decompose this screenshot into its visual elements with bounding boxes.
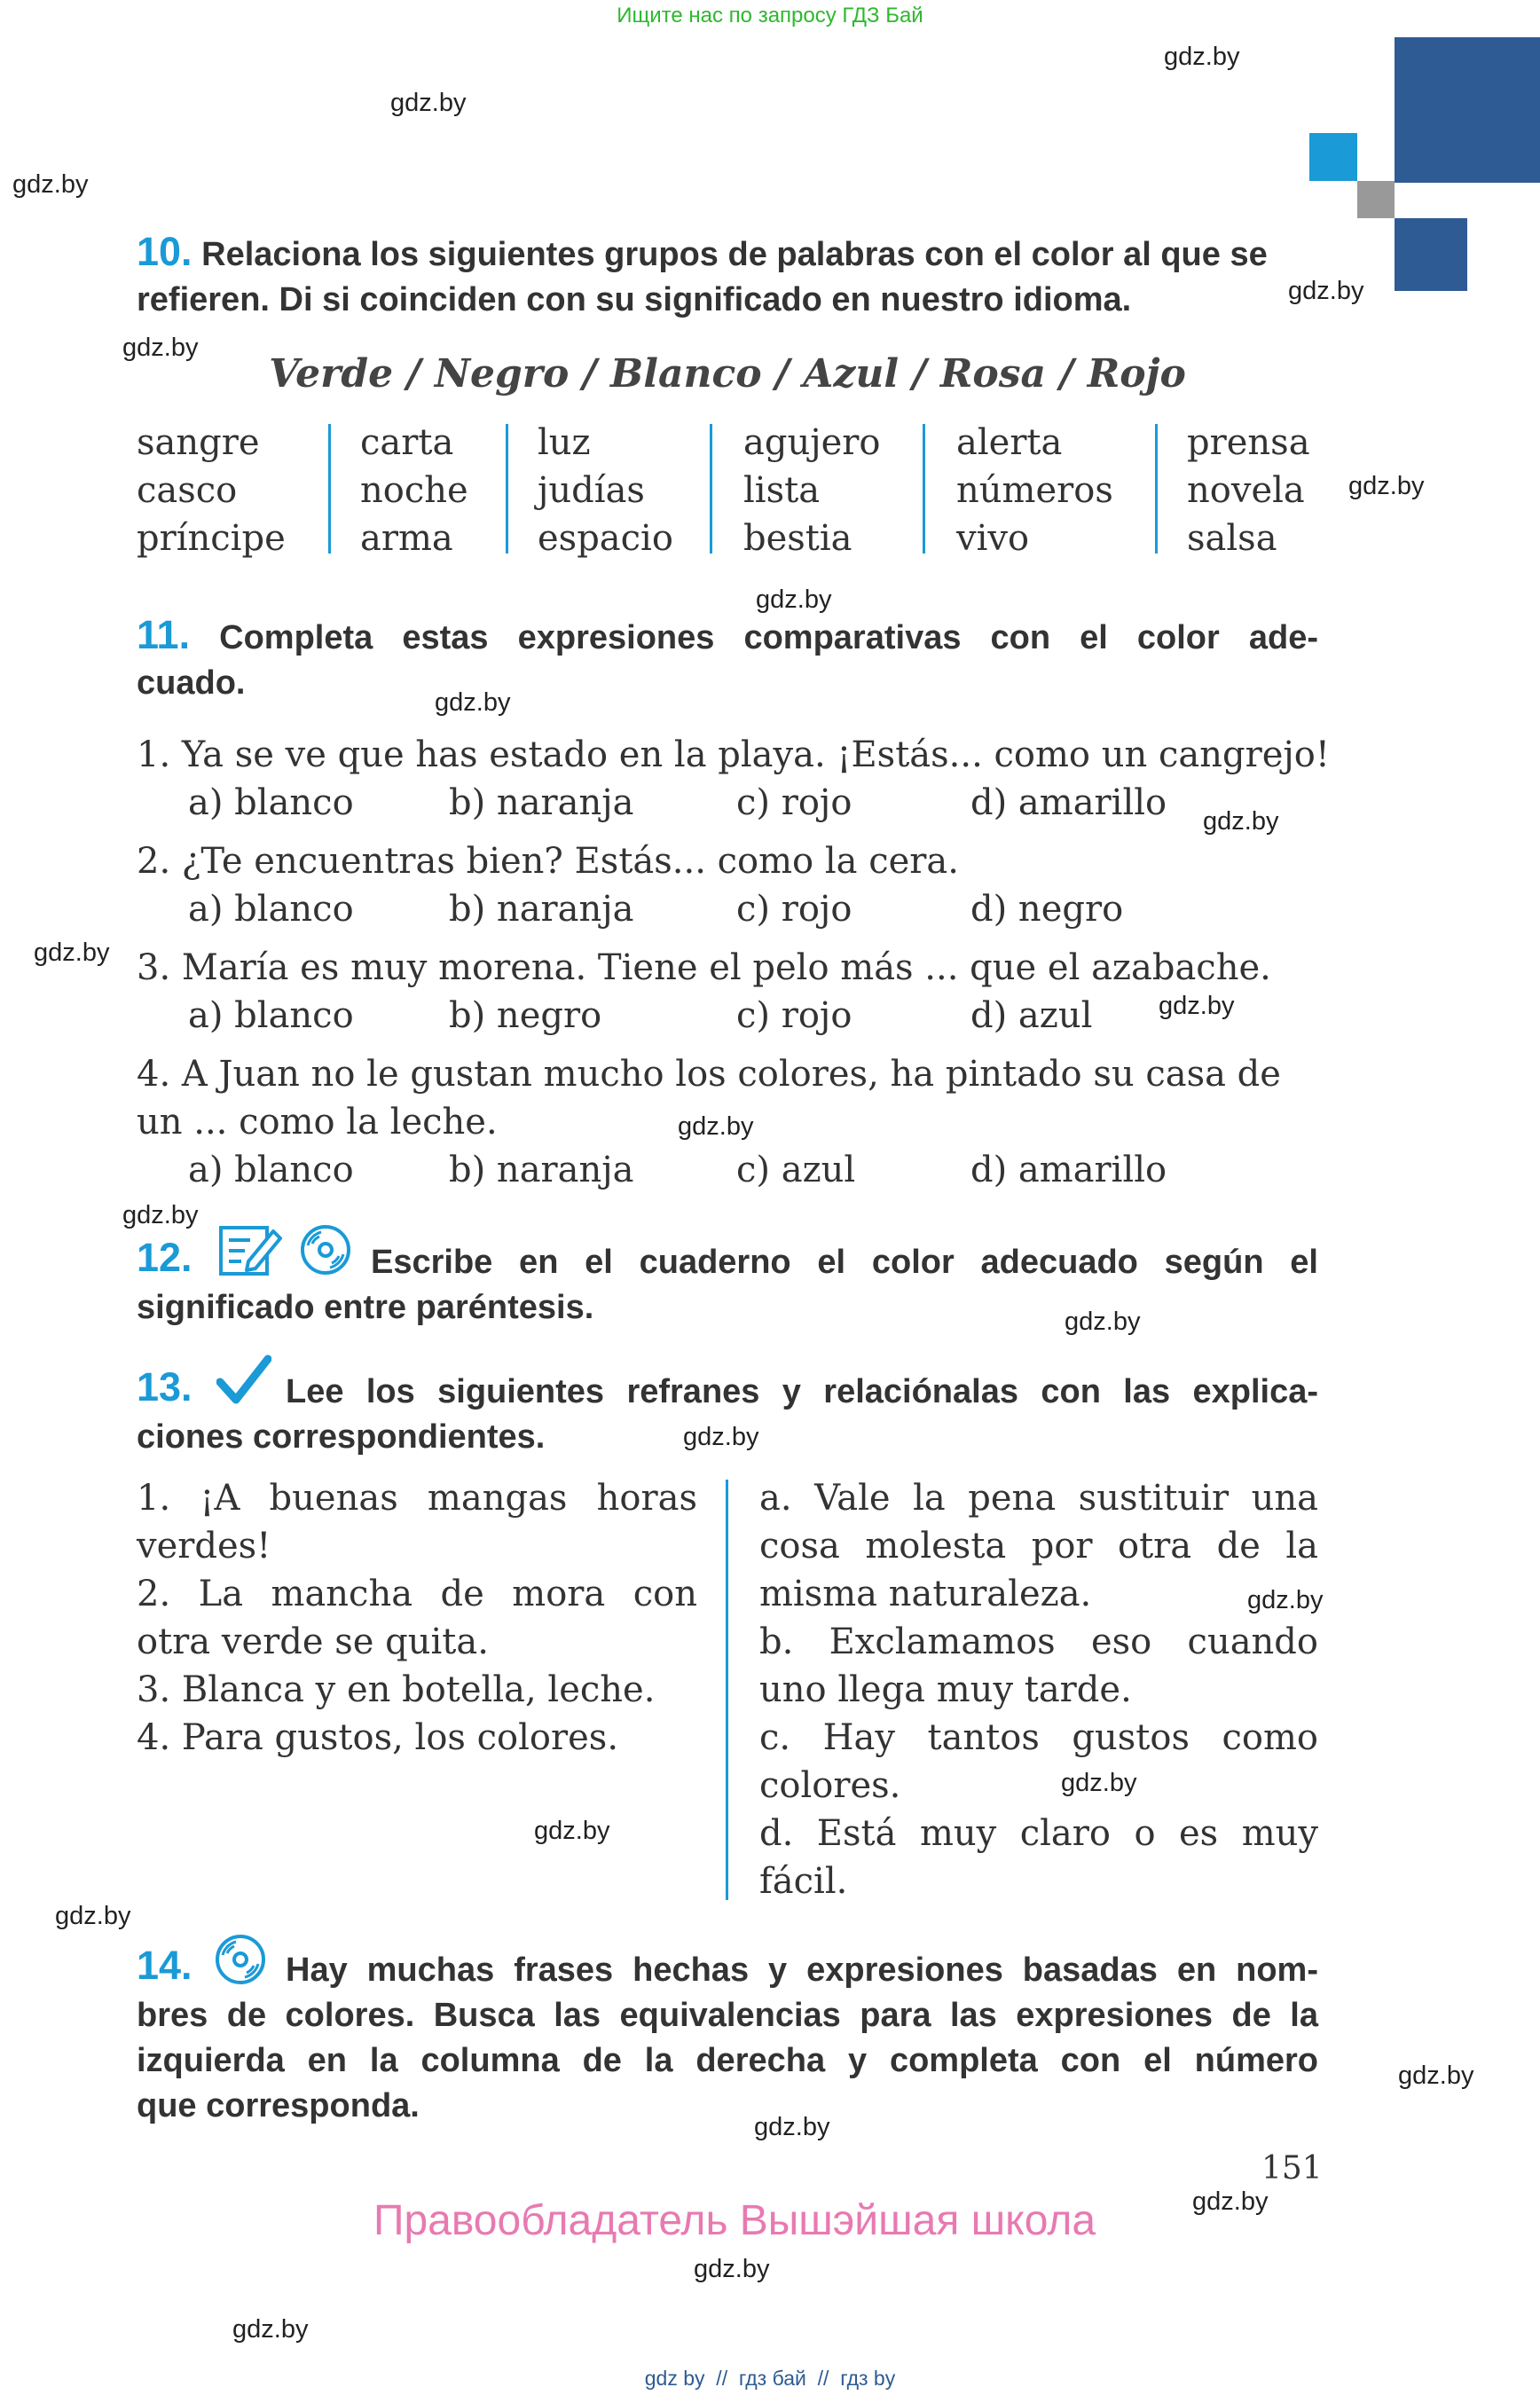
- option: c) rojo: [736, 782, 852, 823]
- exercise-13-instruction: [137, 1370, 1318, 1460]
- watermark: gdz.by: [55, 1902, 131, 1930]
- watermark: gdz.by: [435, 688, 511, 717]
- word-column-2: [360, 419, 468, 562]
- exercise-number: 14.: [137, 1943, 192, 1988]
- exercise-number: 11.: [137, 612, 191, 657]
- proverb: 3. Blanca y en botella, leche.: [137, 1669, 656, 1710]
- watermark: gdz.by: [1164, 43, 1240, 71]
- decor-square-light-blue: [1309, 133, 1357, 181]
- copyright: Правообладатель Вышэйшая школа: [373, 2197, 1096, 2244]
- explanation: a. Vale la pena sustituir una cosa molesta por otra de la misma naturaleza.: [759, 1478, 1318, 1614]
- word: agujero: [743, 422, 881, 463]
- word: príncipe: [137, 518, 286, 559]
- watermark: gdz.by: [756, 585, 832, 614]
- column-divider: [726, 1480, 728, 1900]
- question-1: 1. Ya se ve que has estado en la playa. ¡Estás... como un cangrejo!: [137, 734, 1330, 775]
- option: c) rojo: [736, 889, 852, 930]
- column-divider: [1155, 424, 1158, 554]
- exercise-10: [137, 229, 1318, 323]
- watermark: gdz.by: [1247, 1586, 1324, 1614]
- watermark: gdz.by: [1288, 277, 1364, 305]
- question-4: 4. A Juan no le gustan mucho los colores, ha pintado su casa de: [137, 1054, 1281, 1095]
- watermark: gdz.by: [1203, 807, 1279, 836]
- watermark: gdz.by: [534, 1817, 610, 1845]
- word: espacio: [538, 518, 673, 559]
- watermark: gdz.by: [1159, 992, 1235, 1020]
- word: noche: [360, 470, 468, 511]
- word-column-6: [1187, 419, 1310, 562]
- watermark: gdz.by: [683, 1423, 759, 1451]
- decor-square-dark-small: [1395, 218, 1467, 291]
- explanation: d. Está muy claro o es muy fácil.: [759, 1813, 1318, 1902]
- word: alerta: [956, 422, 1063, 463]
- option: b) naranja: [449, 889, 634, 930]
- option: d) amarillo: [970, 782, 1167, 823]
- option: d) amarillo: [970, 1150, 1167, 1190]
- word: carta: [360, 422, 454, 463]
- column-divider: [710, 424, 712, 554]
- option: c) azul: [736, 1150, 856, 1190]
- word-column-5: [956, 419, 1113, 562]
- watermark: gdz.by: [694, 2255, 770, 2283]
- word-column-3: [538, 419, 673, 562]
- option: b) naranja: [449, 782, 634, 823]
- watermark: gdz.by: [34, 938, 110, 967]
- watermark: gdz.by: [1065, 1308, 1141, 1336]
- option: b) naranja: [449, 1150, 634, 1190]
- exercise-text-line: ciones correspondientes.: [137, 1418, 546, 1456]
- option: a) blanco: [188, 995, 354, 1036]
- word: prensa: [1187, 422, 1310, 463]
- word: arma: [360, 518, 453, 559]
- exercise-number: 10.: [137, 229, 192, 274]
- question-2: 2. ¿Te encuentras bien? Estás... como la cera.: [137, 841, 959, 882]
- watermark: gdz.by: [232, 2315, 309, 2344]
- word: bestia: [743, 518, 852, 559]
- exercise-text-line: significado entre paréntesis.: [137, 1289, 594, 1326]
- proverb: 1. ¡A buenas mangas horas verdes!: [137, 1478, 697, 1567]
- question-4-cont: un ... como la leche.: [137, 1102, 498, 1143]
- watermark: gdz.by: [754, 2113, 830, 2141]
- watermark: gdz.by: [1192, 2187, 1269, 2216]
- question-3: 3. María es muy morena. Tiene el pelo más ... que el azabache.: [137, 947, 1271, 988]
- word-column-1: [137, 419, 286, 562]
- explanation: c. Hay tantos gustos como colores.: [759, 1717, 1318, 1806]
- explanation: b. Exclamamos eso cuando uno llega muy tarde.: [759, 1622, 1318, 1710]
- decor-square-dark-large: [1395, 37, 1540, 183]
- exercise-number: 12.: [137, 1235, 192, 1280]
- exercise-number: 13.: [137, 1364, 192, 1410]
- exercise-14-instruction: [137, 1948, 1318, 2129]
- decor-square-gray: [1357, 181, 1395, 218]
- watermark: gdz.by: [1348, 472, 1425, 500]
- watermark: gdz.by: [122, 334, 199, 362]
- watermark: gdz.by: [12, 170, 89, 199]
- exercise-10-instruction: [137, 229, 1318, 323]
- top-notice: Ищите нас по запросу ГДЗ Бай: [617, 4, 923, 27]
- exercise-text-line: Completa estas expresiones comparativas con el color ade-: [219, 619, 1319, 656]
- option: b) negro: [449, 995, 602, 1036]
- word: casco: [137, 470, 238, 511]
- word: novela: [1187, 470, 1305, 511]
- word-column-4: [743, 419, 881, 562]
- explanations-list: [759, 1474, 1318, 1905]
- word: luz: [538, 422, 591, 463]
- watermark: gdz.by: [390, 89, 467, 117]
- exercise-text-line: que corresponda.: [137, 2087, 420, 2124]
- option: a) blanco: [188, 1150, 354, 1190]
- option: d) azul: [970, 995, 1093, 1036]
- page-number: 151: [1261, 2150, 1323, 2187]
- column-divider: [506, 424, 508, 554]
- proverb: 4. Para gustos, los colores.: [137, 1717, 619, 1758]
- watermark: gdz.by: [678, 1112, 754, 1141]
- proverbs-list: [137, 1474, 697, 1762]
- word: lista: [743, 470, 821, 511]
- option: d) negro: [970, 889, 1124, 930]
- exercise-text: Relaciona los siguientes grupos de palabras con el color al que se refieren. Di si coinciden con su significado en nuestro idioma.: [137, 236, 1268, 318]
- exercise-text-line: Escribe en el cuaderno el color adecuado según el: [371, 1244, 1318, 1281]
- word: salsa: [1187, 518, 1277, 559]
- column-divider: [923, 424, 925, 554]
- word: números: [956, 470, 1113, 511]
- option: c) rojo: [736, 995, 852, 1036]
- exercise-text-line: bres de colores. Busca las equivalencias para las expresiones de la: [137, 1997, 1318, 2034]
- exercise-text-line: Lee los siguientes refranes y relaciónalas con las explica-: [286, 1373, 1318, 1410]
- option: a) blanco: [188, 782, 354, 823]
- exercise-text-line: Hay muchas frases hechas y expresiones basadas en nom-: [286, 1951, 1318, 1989]
- column-divider: [328, 424, 331, 554]
- watermark: gdz.by: [1398, 2061, 1474, 2090]
- exercise-11-instruction: [137, 612, 1318, 706]
- exercise-text-line: cuado.: [137, 664, 246, 702]
- proverb: 2. La mancha de mora con otra verde se quita.: [137, 1574, 697, 1662]
- option: a) blanco: [188, 889, 354, 930]
- watermark: gdz.by: [1061, 1769, 1137, 1797]
- word: vivo: [956, 518, 1030, 559]
- color-list: Verde / Negro / Blanco / Azul / Rosa / Rojo: [269, 351, 1186, 397]
- word: judías: [538, 470, 645, 511]
- watermark: gdz.by: [122, 1201, 199, 1229]
- footer-links[interactable]: gdz by // гдз бай // гдз by: [644, 2367, 896, 2390]
- exercise-12-instruction: [137, 1240, 1318, 1331]
- exercise-text-line: izquierda en la columna de la derecha y completa con el número: [137, 2042, 1318, 2079]
- word: sangre: [137, 422, 260, 463]
